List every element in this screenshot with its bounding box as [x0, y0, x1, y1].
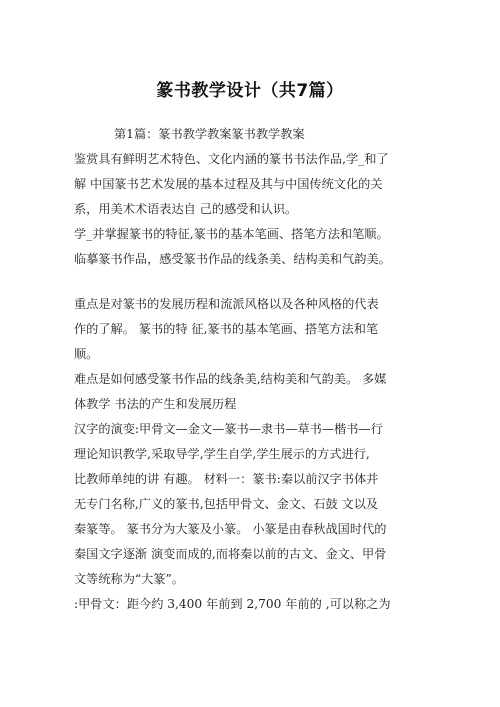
document-body	[74, 122, 434, 617]
text-line: 学_并掌握篆书的特征,篆书的基本笔画、搭笔方法和笔顺。	[74, 227, 389, 241]
text-line: 鉴赏具有鲜明艺术特色、文化内涵的篆书书法作品,学_和了	[74, 152, 389, 166]
text-line: 比教师单纯的讲 有趣。 材料一：篆书:秦以前汉字书体并	[74, 472, 379, 486]
text-line: 汉字的演变:甲骨文—金文—篆书—隶书—草书—楷书—行	[74, 422, 383, 436]
text-line: 顺。	[74, 347, 99, 361]
text-line: 系，用美术术语表达自 己的感受和认识。	[74, 202, 298, 216]
text-line: 秦国文字逐渐 演变而成的,而将秦以前的古文、金文、甲骨	[74, 547, 387, 561]
text-line: 体教学 书法的产生和发展历程	[74, 397, 237, 411]
text-line: 作的了解。 篆书的特 征,篆书的基本笔画、搭笔方法和笔	[74, 322, 379, 336]
text-line: 临摹篆书作品，感受篆书作品的线条美、结构美和气韵美。	[74, 252, 391, 266]
text-line: 文等统称为“大篆”。	[74, 572, 184, 586]
text-line: 秦篆等。 篆书分为大篆及小篆。 小篆是由春秋战国时代的	[74, 522, 387, 536]
section-heading: 第1篇：篆书教学教案篆书教学教案	[114, 127, 305, 141]
text-line: 重点是对篆书的发展历程和流派风格以及各种风格的代表	[74, 297, 379, 311]
text-line: 理论知识教学,采取导学,学生自学,学生展示的方式进行,	[74, 447, 370, 461]
text-line: 难点是如何感受篆书作品的线条美,结构美和气韵美。 多媒	[74, 372, 387, 386]
text-line: :甲骨文：距今约 3,400 年前到 2,700 年前的 ,可以称之为	[74, 597, 391, 611]
text-line: 解 中国篆书艺术发展的基本过程及其与中国传统文化的关	[74, 177, 383, 191]
document-title: 篆书教学设计（共7篇）	[156, 81, 344, 101]
text-line: 无专门名称,广义的篆书,包括甲骨文、金文、石鼓 文以及	[74, 497, 379, 511]
